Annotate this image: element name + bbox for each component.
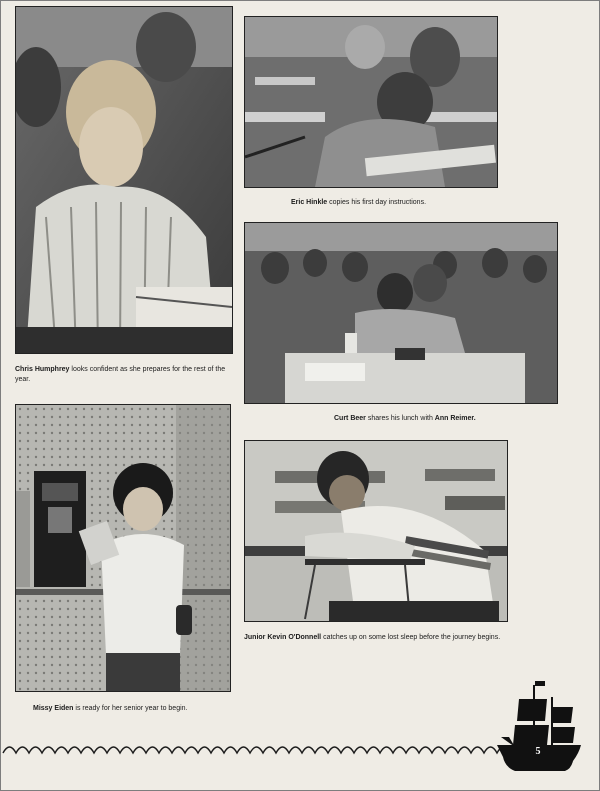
caption-text: looks confident as she prepares for the rest of the year. [15,366,226,383]
photo-chris-humphrey-image [16,7,232,353]
caption-name: Eric Hinkle [291,199,328,206]
caption-name: Curt Beer [334,415,366,422]
page-number: 5 [535,746,541,757]
photo-lunch-image [245,223,557,403]
caption-name: Missy Eiden [33,705,74,712]
caption-name-2: Ann Reimer. [434,415,476,422]
photo-missy-eiden [15,404,231,692]
photo-eric-hinkle [244,16,498,188]
wave-border [1,739,521,761]
caption-eric-hinkle [291,198,491,208]
caption-name: Junior Kevin O'Donnell [244,634,322,641]
caption-curt-beer [334,414,534,424]
photo-chris-humphrey [15,6,233,354]
caption-name: Chris Humphrey [15,366,70,373]
ship-icon [495,677,585,773]
photo-kevin-odonnell-image [245,441,507,621]
caption-kevin-odonnell [244,633,514,643]
caption-text: shares his lunch with [367,415,433,422]
caption-text: is ready for her senior year to begin. [75,705,188,712]
caption-text: catches up on some lost sleep before the journey begins. [323,634,501,641]
photo-missy-eiden-image [16,405,230,691]
caption-chris-humphrey [15,365,237,385]
photo-eric-hinkle-image [245,17,497,187]
photo-kevin-odonnell [244,440,508,622]
caption-text: copies his first day instructions. [329,199,427,206]
photo-curt-beer-ann-reimer [244,222,558,404]
caption-missy-eiden [33,704,233,714]
